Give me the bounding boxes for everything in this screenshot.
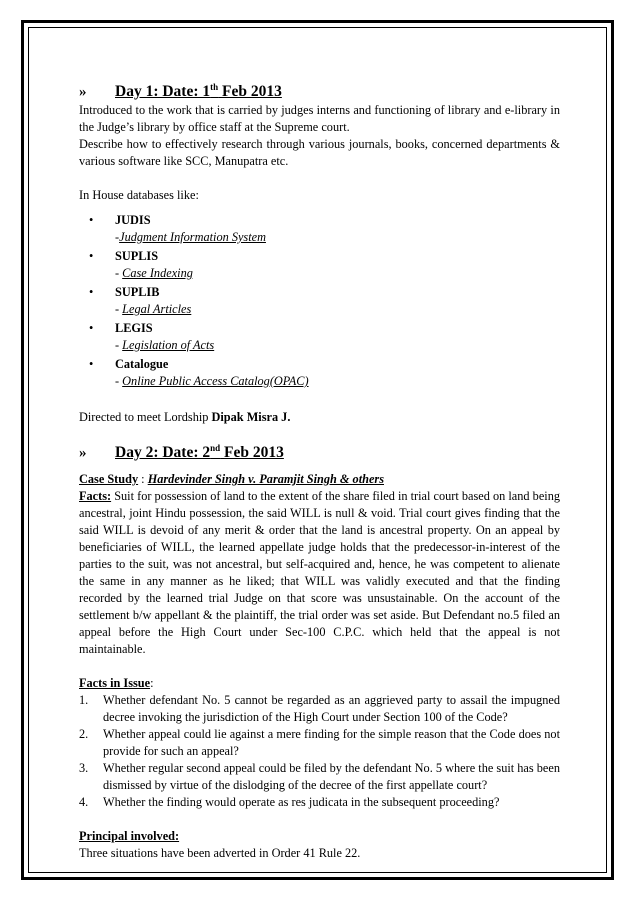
issue-item — [79, 726, 560, 760]
day2-heading — [79, 443, 560, 463]
databases-list — [79, 212, 560, 390]
directed-line: Directed to meet Lordship Dipak Misra J. — [79, 410, 291, 424]
database-name: JUDIS — [115, 213, 151, 227]
database-desc: - Case Indexing — [115, 266, 193, 280]
database-desc: - Online Public Access Catalog(OPAC) — [115, 374, 309, 388]
facts-label: Facts: — [79, 489, 112, 503]
day1-title: Day 1: Date: 1th Feb 2013 — [115, 81, 282, 100]
database-item — [79, 284, 560, 318]
database-desc: - Legal Articles — [115, 302, 192, 316]
day1-intro-paragraph: Introduced to the work that is carried by judges interns and functioning of library and e-library in the Judge’s library by office staff at the Supreme court. — [79, 103, 560, 134]
facts-paragraph: Facts: Suit for possession of land to the extent of the share filed in trial court based on land being ancestral, joint Hindu possession, the said WILL is null & void. Trial court gives finding that the said WILL is devoid of any merit & order that the land is ancestral property. On an appeal by beneficiaries of WILL, the learned appellate judge holds that the predecessor-in-interest of the parties to the suit, was not ancestral, but self-acquired and, hence, he was competent to alienate the same in any manner as he liked; that WILL was validly executed and that the finding recorded by the learned trial Judge on that score was unsustainable. On the account of the settlement b/w appellant & the plaintiff, the trial order was set aside. But Defendant no.5 filed an appeal before the High Court under Sec-100 C.P.C. which held that the appeal is not maintainable. — [79, 489, 560, 656]
lordship-name: Dipak Misra J. — [211, 410, 291, 424]
bullet-icon: • — [89, 249, 94, 263]
database-item — [79, 320, 560, 354]
bullet-icon: • — [89, 321, 94, 335]
issue-item — [79, 794, 560, 811]
issue-text: Whether the finding would operate as res judicata in the subsequent proceeding? — [103, 795, 500, 809]
issue-item — [79, 760, 560, 794]
database-desc: -Judgment Information System — [115, 230, 266, 244]
database-name: Catalogue — [115, 357, 169, 371]
issue-text: Whether appeal could lie against a mere finding for the simple reason that the Code does not provide for such an appeal? — [103, 727, 560, 758]
day1-heading — [79, 82, 560, 102]
case-study-line: Case Study : Hardevinder Singh v. Paramjit Singh & others — [79, 472, 384, 486]
document-content — [79, 82, 560, 862]
issue-number: 1. — [79, 693, 89, 707]
facts-in-issue-heading: Facts in Issue: — [79, 676, 154, 690]
database-name: LEGIS — [115, 321, 153, 335]
principal-heading: Principal involved: — [79, 829, 180, 843]
day2-title: Day 2: Date: 2nd Feb 2013 — [115, 442, 284, 461]
issue-number: 2. — [79, 727, 89, 741]
database-name: SUPLIB — [115, 285, 160, 299]
database-item — [79, 356, 560, 390]
issue-number: 4. — [79, 795, 89, 809]
issue-number: 3. — [79, 761, 89, 775]
bullet-icon: • — [89, 213, 94, 227]
principal-text: Three situations have been adverted in Order 41 Rule 22. — [79, 846, 361, 860]
database-item — [79, 248, 560, 282]
double-chevron-icon: » — [79, 445, 84, 461]
issue-item — [79, 692, 560, 726]
bullet-icon: • — [89, 357, 94, 371]
issue-text: Whether regular second appeal could be filed by the defendant No. 5 where the suit has been dismissed by virtue of the dislodging of the decree of the first appellate court? — [103, 761, 560, 792]
double-chevron-icon: » — [79, 84, 84, 100]
issue-text: Whether defendant No. 5 cannot be regarded as an aggrieved party to assail the impugned decree invoking the jurisdiction of the High Court under Section 100 of the Code? — [103, 693, 560, 724]
database-name: SUPLIS — [115, 249, 159, 263]
database-item — [79, 212, 560, 246]
issues-list — [79, 692, 560, 811]
case-study-label: Case Study — [79, 472, 139, 486]
database-desc: - Legislation of Acts — [115, 338, 215, 352]
bullet-icon: • — [89, 285, 94, 299]
databases-intro: In House databases like: — [79, 188, 199, 202]
case-title: Hardevinder Singh v. Paramjit Singh & others — [147, 472, 384, 486]
day1-research-paragraph: Describe how to effectively research through various journals, books, concerned departments & various software like SCC, Manupatra etc. — [79, 137, 560, 168]
